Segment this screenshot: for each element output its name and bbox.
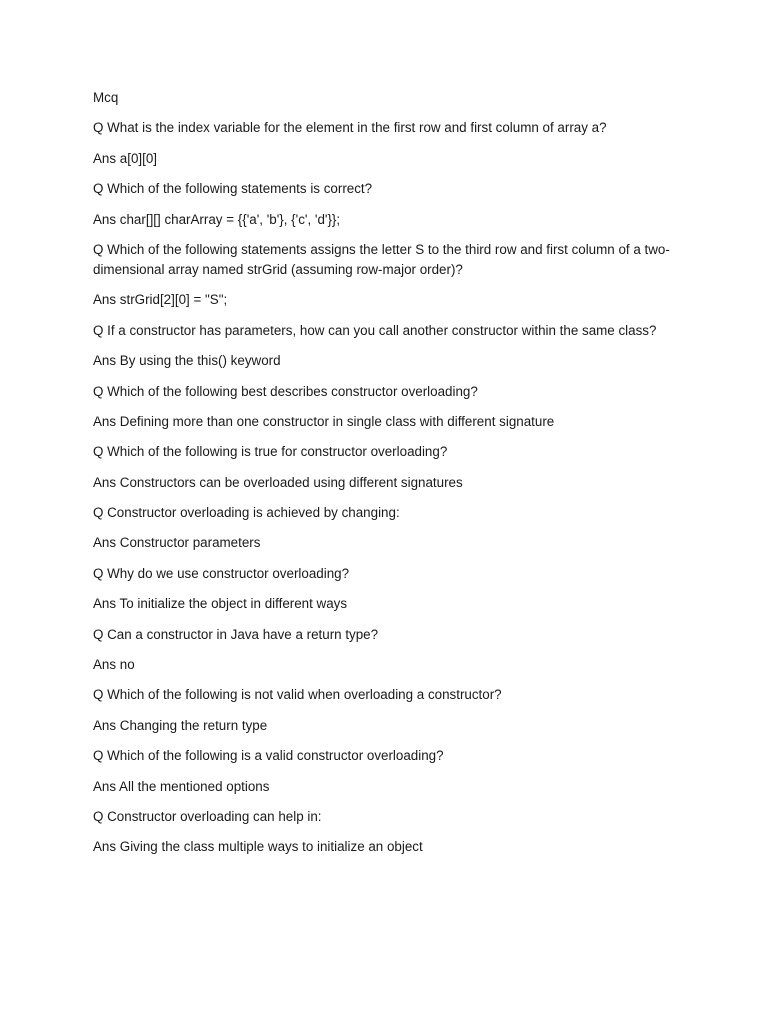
answer-11: Ans All the mentioned options — [93, 778, 270, 794]
answer-2: Ans char[][] charArray = {{'a', 'b'}, {'c', 'd'}}; — [93, 211, 341, 227]
question-3: Q Which of the following statements assigns the letter S to the third row and first column of a two-dimensional array named strGrid (assuming row-major order)? — [93, 241, 670, 277]
answer-8: Ans To initialize the object in different ways — [93, 596, 348, 612]
question-6: Q Which of the following is true for constructor overloading? — [93, 444, 448, 460]
question-4: Q If a constructor has parameters, how can you call another constructor within the same class? — [93, 322, 657, 338]
answer-10: Ans Changing the return type — [93, 717, 268, 733]
answer-5: Ans Defining more than one constructor in single class with different signature — [93, 413, 555, 429]
question-2: Q Which of the following statements is correct? — [93, 181, 373, 197]
question-8: Q Why do we use constructor overloading? — [93, 565, 350, 581]
answer-1: Ans a[0][0] — [93, 150, 158, 166]
question-7: Q Constructor overloading is achieved by changing: — [93, 505, 400, 521]
question-12: Q Constructor overloading can help in: — [93, 808, 322, 824]
question-5: Q Which of the following best describes constructor overloading? — [93, 383, 478, 399]
answer-3: Ans strGrid[2][0] = "S"; — [93, 292, 228, 308]
question-9: Q Can a constructor in Java have a return type? — [93, 626, 379, 642]
document-body — [93, 88, 683, 868]
question-1: Q What is the index variable for the element in the first row and first column of array a? — [93, 120, 607, 136]
document-heading: Mcq — [93, 90, 119, 105]
question-10: Q Which of the following is not valid when overloading a constructor? — [93, 687, 502, 703]
answer-4: Ans By using the this() keyword — [93, 353, 281, 369]
answer-9: Ans no — [93, 657, 135, 673]
question-11: Q Which of the following is a valid constructor overloading? — [93, 748, 444, 764]
answer-6: Ans Constructors can be overloaded using different signatures — [93, 474, 463, 490]
answer-7: Ans Constructor parameters — [93, 535, 261, 551]
answer-12: Ans Giving the class multiple ways to initialize an object — [93, 839, 423, 855]
